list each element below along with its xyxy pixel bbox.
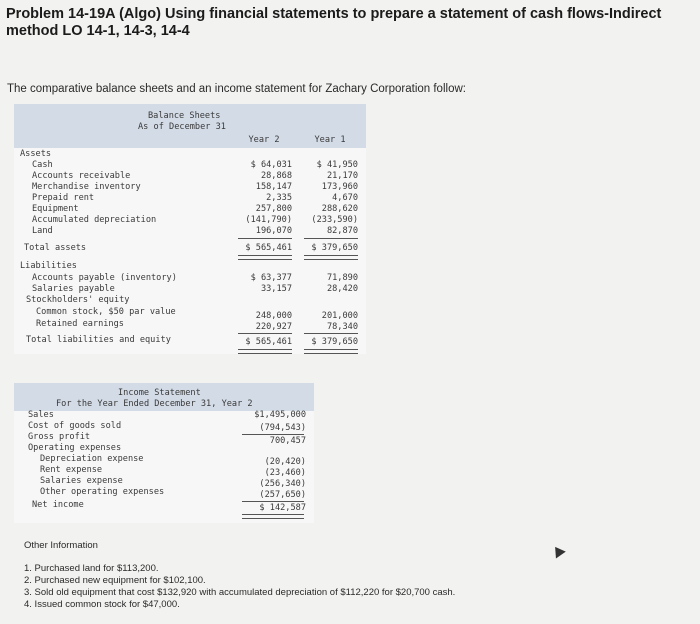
is-row-label: Depreciation expense: [40, 454, 144, 464]
is-row-value: $1,495,000: [254, 410, 306, 420]
liability-row-year1: 28,420: [326, 284, 358, 294]
underline: [238, 238, 292, 239]
col-year-1: Year 1: [314, 135, 346, 145]
is-row-label: Operating expenses: [28, 443, 122, 453]
asset-row-year2: 196,070: [255, 226, 292, 236]
is-row-label: Rent expense: [40, 465, 103, 475]
underline: [242, 501, 304, 502]
mouse-cursor-icon: [550, 543, 566, 558]
asset-row-year2: 257,800: [255, 204, 292, 214]
double-underline: [304, 255, 358, 260]
double-underline: [238, 255, 292, 260]
is-row-label: Cost of goods sold: [28, 421, 122, 431]
other-info-item: 4. Issued common stock for $47,000.: [24, 599, 180, 610]
intro-text: The comparative balance sheets and an income statement for Zachary Corporation follow:: [7, 83, 466, 95]
total-assets-year1: $ 379,650: [311, 243, 358, 253]
underline: [242, 434, 304, 435]
other-info-item: 1. Purchased land for $113,200.: [24, 563, 159, 574]
equity-label: Stockholders' equity: [26, 295, 130, 305]
liability-row-year1: 71,890: [326, 273, 358, 283]
asset-row-label: Merchandise inventory: [32, 182, 141, 192]
double-underline: [238, 349, 292, 354]
other-info-item: 2. Purchased new equipment for $102,100.: [24, 575, 206, 586]
asset-row-year2: $ 64,031: [250, 160, 292, 170]
asset-row-year1: 288,620: [321, 204, 358, 214]
asset-row-year1: 82,870: [326, 226, 358, 236]
equity-row-year2: 220,927: [255, 322, 292, 332]
double-underline: [304, 349, 358, 354]
total-assets-year2: $ 565,461: [245, 243, 292, 253]
equity-row-year1: 78,340: [326, 322, 358, 332]
liability-row-year2: 33,157: [260, 284, 292, 294]
is-row-value: (794,543): [259, 423, 306, 433]
total-le-label: Total liabilities and equity: [26, 335, 171, 345]
problem-title: Problem 14-19A (Algo) Using financial statements to prepare a statement of cash flows-Indirect method LO 14-1, 14-3, 14-4: [6, 6, 662, 39]
net-income-value: $ 142,587: [259, 503, 306, 513]
liabilities-label: Liabilities: [20, 261, 77, 271]
asset-row-year1: 21,170: [326, 171, 358, 181]
equity-row-year2: 248,000: [255, 311, 292, 321]
asset-row-year2: 28,868: [260, 171, 292, 181]
asset-row-year2: 158,147: [255, 182, 292, 192]
asset-row-year1: 173,960: [321, 182, 358, 192]
equity-row-label: Common stock, $50 par value: [36, 307, 176, 317]
is-heading-1: Income Statement: [118, 388, 201, 398]
asset-row-year1: 4,670: [332, 193, 358, 203]
col-year-2: Year 2: [248, 135, 280, 145]
asset-row-year1: (233,590): [311, 215, 358, 225]
total-le-year1: $ 379,650: [311, 337, 358, 347]
is-row-value: 700,457: [269, 436, 306, 446]
underline: [304, 333, 358, 334]
equity-row-label: Retained earnings: [36, 319, 124, 329]
liability-row-label: Salaries payable: [32, 284, 115, 294]
income-statement-table: [14, 383, 314, 523]
double-underline: [242, 514, 304, 519]
is-row-label: Other operating expenses: [40, 487, 165, 497]
other-info-item: 3. Sold old equipment that cost $132,920 with accumulated depreciation of $112,220 for $20,700 cash.: [24, 587, 456, 598]
is-row-value: (23,460): [264, 468, 306, 478]
is-row-label: Gross profit: [28, 432, 91, 442]
is-row-value: (20,420): [264, 457, 306, 467]
asset-row-label: Equipment: [32, 204, 79, 214]
underline: [238, 333, 292, 334]
is-heading-2: For the Year Ended December 31, Year 2: [56, 399, 253, 409]
equity-row-year1: 201,000: [321, 311, 358, 321]
asset-row-label: Land: [32, 226, 53, 236]
balance-sheet-table: [14, 104, 366, 354]
asset-row-label: Cash: [32, 160, 53, 170]
is-row-value: (256,340): [259, 479, 306, 489]
net-income-label: Net income: [32, 500, 84, 510]
asset-row-year2: 2,335: [266, 193, 292, 203]
is-row-label: Sales: [28, 410, 54, 420]
bs-heading-2: As of December 31: [138, 122, 226, 132]
asset-row-label: Accumulated depreciation: [32, 215, 157, 225]
liability-row-label: Accounts payable (inventory): [32, 273, 177, 283]
is-row-label: Salaries expense: [40, 476, 123, 486]
bs-heading-1: Balance Sheets: [148, 111, 221, 121]
is-row-value: (257,650): [259, 490, 306, 500]
assets-label: Assets: [20, 149, 52, 159]
asset-row-year1: $ 41,950: [316, 160, 358, 170]
total-assets-label: Total assets: [24, 243, 87, 253]
asset-row-label: Prepaid rent: [32, 193, 95, 203]
other-info-heading: Other Information: [24, 540, 98, 551]
underline: [304, 238, 358, 239]
total-le-year2: $ 565,461: [245, 337, 292, 347]
asset-row-year2: (141,790): [245, 215, 292, 225]
liability-row-year2: $ 63,377: [250, 273, 292, 283]
asset-row-label: Accounts receivable: [32, 171, 131, 181]
